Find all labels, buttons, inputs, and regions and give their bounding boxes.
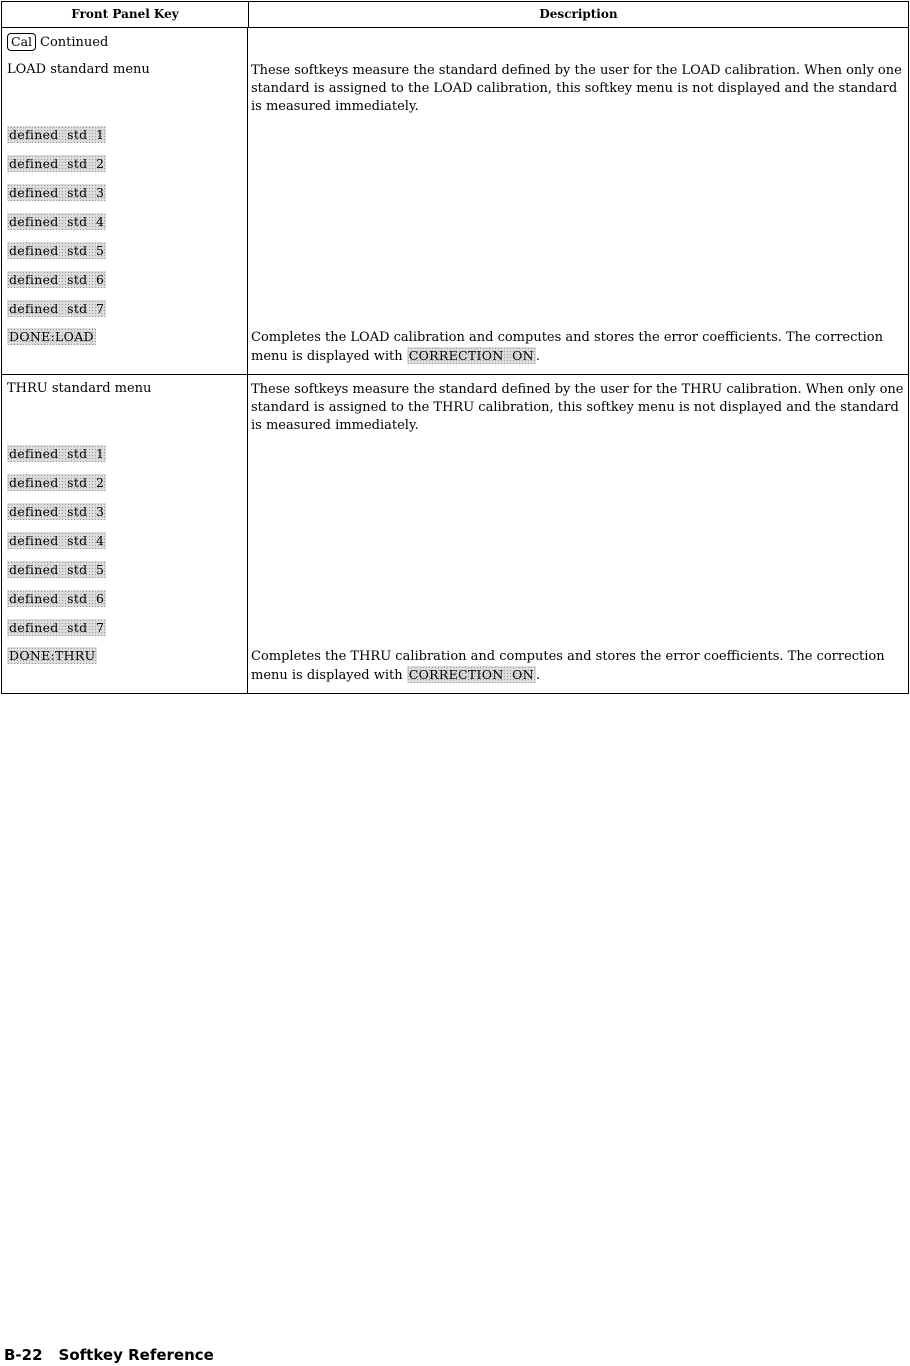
load-menu-description: These softkeys measure the standard defined by the user for the LOAD calibration. When only one standard is assigned to the LOAD calibration, this softkey menu is not displayed and the standard is measured immediately.	[251, 63, 902, 114]
thru-section	[2, 375, 908, 693]
thru-defined-std-2-softkey[interactable]: defined std 2	[9, 475, 105, 490]
thru-defined-std-1-softkey[interactable]: defined std 1	[9, 446, 105, 461]
header-front-panel-key: Front Panel Key	[2, 2, 249, 27]
load-defined-std-3-softkey[interactable]: defined std 3	[9, 185, 105, 200]
footer-title: Softkey Reference	[58, 1346, 214, 1364]
done-load-text: Completes the LOAD calibration and computes and stores the error coefficients. The correction menu is displayed with	[251, 330, 883, 364]
load-defined-std-7-softkey[interactable]: defined std 7	[9, 301, 105, 316]
done-load-softkey[interactable]: DONE:LOAD	[9, 329, 94, 344]
done-thru-description	[248, 642, 908, 693]
load-menu-title: LOAD standard menu	[2, 56, 248, 120]
thru-defined-std-3-softkey[interactable]: defined std 3	[9, 504, 105, 519]
table-header	[2, 2, 908, 28]
cal-hardkey[interactable]: Cal	[7, 33, 36, 51]
done-thru-period: .	[535, 668, 541, 683]
load-defined-std-5-softkey[interactable]: defined std 5	[9, 243, 105, 258]
correction-on-softkey-thru[interactable]: CORRECTION ON	[408, 667, 534, 682]
done-load-period: .	[535, 349, 541, 364]
load-defined-std-6-softkey[interactable]: defined std 6	[9, 272, 105, 287]
correction-on-softkey[interactable]: CORRECTION ON	[408, 348, 534, 363]
done-load-description	[248, 323, 908, 374]
page-footer	[4, 1346, 214, 1364]
done-thru-softkey[interactable]: DONE:THRU	[9, 648, 96, 663]
load-defined-std-2-softkey[interactable]: defined std 2	[9, 156, 105, 171]
load-section	[2, 28, 908, 375]
thru-defined-std-7-softkey[interactable]: defined std 7	[9, 620, 105, 635]
thru-defined-std-4-softkey[interactable]: defined std 4	[9, 533, 105, 548]
load-defined-std-1-softkey[interactable]: defined std 1	[9, 127, 105, 142]
load-defined-std-4-softkey[interactable]: defined std 4	[9, 214, 105, 229]
header-description: Description	[539, 7, 618, 21]
thru-menu-description: These softkeys measure the standard defined by the user for the THRU calibration. When only one standard is assigned to the THRU calibration, this softkey menu is not displayed and the standard is measured immediately.	[251, 382, 904, 433]
continued-label: Continued	[40, 34, 109, 50]
thru-menu-title: THRU standard menu	[2, 375, 248, 439]
page-number: B-22	[4, 1346, 43, 1364]
done-thru-text: Completes the THRU calibration and computes and stores the error coefficients. The correction menu is displayed with	[251, 649, 885, 683]
thru-defined-std-5-softkey[interactable]: defined std 5	[9, 562, 105, 577]
thru-defined-std-6-softkey[interactable]: defined std 6	[9, 591, 105, 606]
softkey-table	[1, 1, 909, 694]
